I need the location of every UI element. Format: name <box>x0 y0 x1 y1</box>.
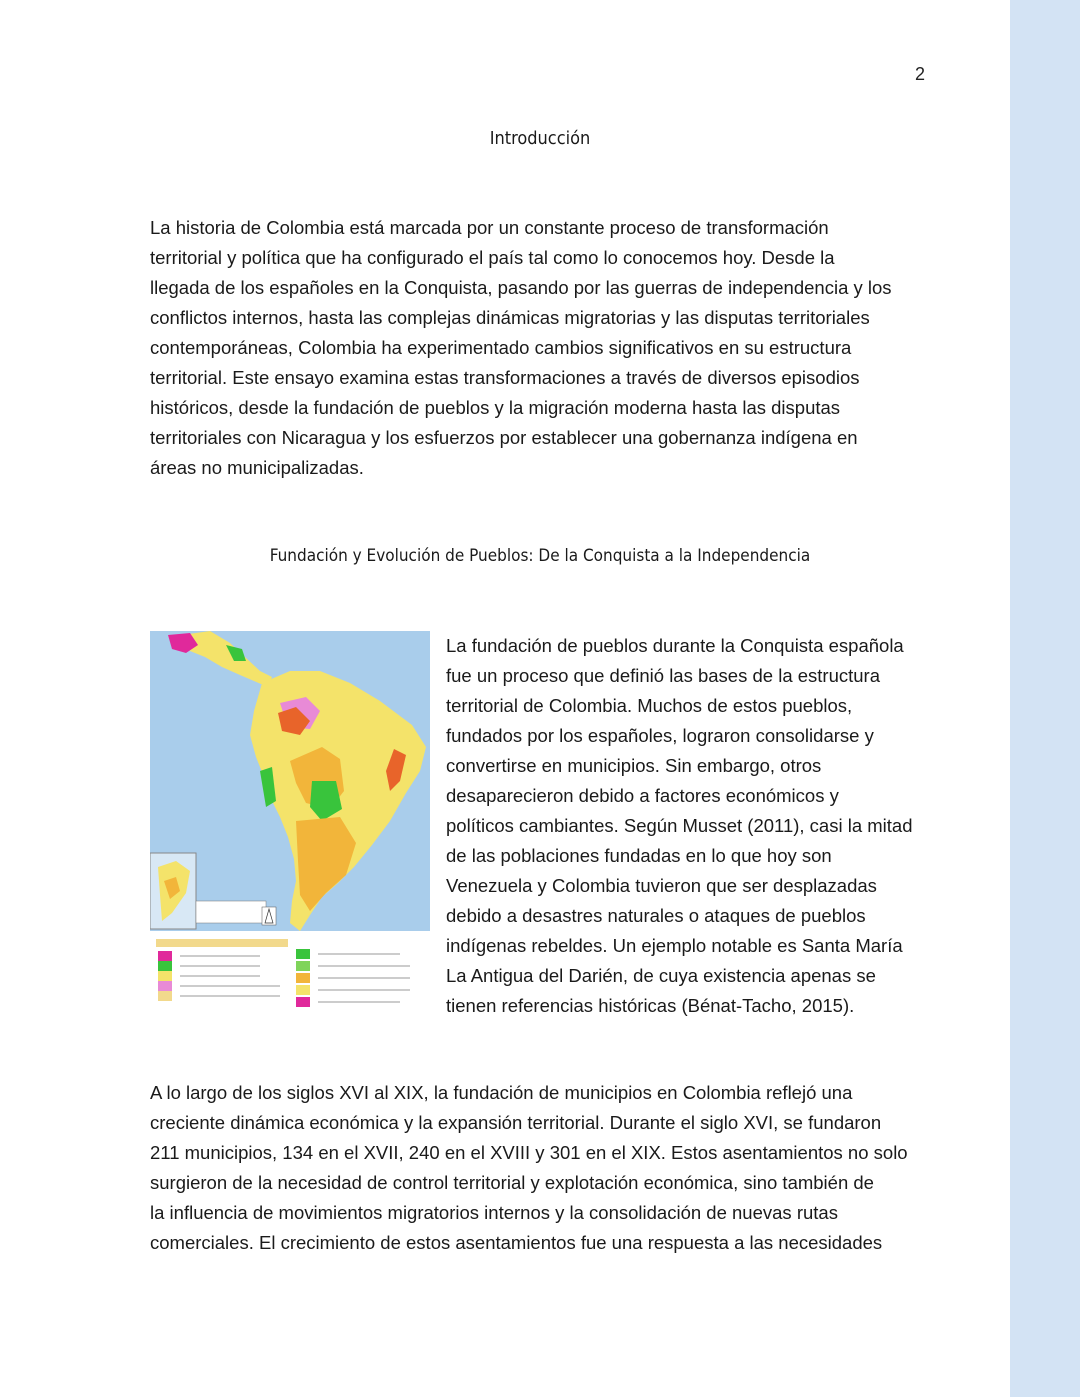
introduction-heading: Introducción <box>489 128 591 149</box>
text-line: debido a desastres naturales o ataques de pueblos <box>446 905 866 926</box>
map-key-swatch <box>158 951 172 961</box>
introduction-paragraph <box>150 213 920 483</box>
page-number: 2 <box>915 64 926 84</box>
text-line: La fundación de pueblos durante la Conquista española <box>446 635 904 656</box>
map-key-swatch <box>296 973 310 983</box>
text-line: A lo largo de los siglos XVI al XIX, la fundación de municipios en Colombia reflejó una <box>150 1082 853 1103</box>
text-line: comerciales. El crecimiento de estos asentamientos fue una respuesta a las necesidades <box>150 1232 883 1253</box>
text-line: La historia de Colombia está marcada por un constante proceso de transformación <box>150 217 829 238</box>
text-line: áreas no municipalizadas. <box>150 457 364 478</box>
text-line: la influencia de movimientos migratorios internos y la consolidación de nuevas rutas <box>150 1202 838 1223</box>
text-line: 211 municipios, 134 en el XVII, 240 en el XVIII y 301 en el XIX. Estos asentamientos no solo <box>150 1142 908 1163</box>
map-legend-box <box>196 901 266 923</box>
map-key-swatch <box>296 997 310 1007</box>
text-line: históricos, desde la fundación de pueblos y la migración moderna hasta las disputas <box>150 397 841 418</box>
side-strip <box>1010 0 1080 1397</box>
map-key-swatch <box>296 985 310 995</box>
text-line: territorial. Este ensayo examina estas transformaciones a través de diversos episodios <box>150 367 860 388</box>
section-side-paragraph <box>446 631 936 1021</box>
text-line: fue un proceso que definió las bases de la estructura <box>446 665 881 686</box>
text-line: territoriales con Nicaragua y los esfuerzos por establecer una gobernanza indígena en <box>150 427 858 448</box>
text-line: fundados por los españoles, lograron consolidarse y <box>446 725 874 746</box>
text-line: convertirse en municipios. Sin embargo, otros <box>446 755 822 776</box>
map-key-swatch <box>158 991 172 1001</box>
text-line: desaparecieron debido a factores económicos y <box>446 785 839 806</box>
map-key-background <box>150 937 430 1011</box>
text-line: indígenas rebeldes. Un ejemplo notable es Santa María <box>446 935 903 956</box>
section-heading: Fundación y Evolución de Pueblos: De la Conquista a la Independencia <box>269 546 811 566</box>
text-line: creciente dinámica económica y la expansión territorial. Durante el siglo XVI, se fundaron <box>150 1112 882 1133</box>
text-line: políticos cambiantes. Según Musset (2011), casi la mitad <box>446 815 913 836</box>
text-line: de las poblaciones fundadas en lo que hoy son <box>446 845 832 866</box>
map-key-swatch <box>296 949 310 959</box>
text-line: territorial y política que ha configurado el país tal como lo conocemos hoy. Desde la <box>150 247 835 268</box>
map-key-swatch <box>158 971 172 981</box>
map-key-swatch <box>158 961 172 971</box>
map-key-header <box>156 939 288 947</box>
text-line: tienen referencias históricas (Bénat-Tacho, 2015). <box>446 995 855 1016</box>
map-key-swatch <box>158 981 172 991</box>
text-line: contemporáneas, Colombia ha experimentado cambios significativos en su estructura <box>150 337 852 358</box>
text-line: surgieron de la necesidad de control territorial y explotación económica, sino también de <box>150 1172 874 1193</box>
text-line: conflictos internos, hasta las complejas dinámicas migratorias y las disputas territoriales <box>150 307 870 328</box>
text-line: territorial de Colombia. Muchos de estos pueblos, <box>446 695 853 716</box>
text-line: llegada de los españoles en la Conquista, pasando por las guerras de independencia y los <box>150 277 892 298</box>
text-line: La Antigua del Darién, de cuya existencia apenas se <box>446 965 876 986</box>
south-america-map-figure <box>150 631 430 1011</box>
section-body-paragraph <box>150 1078 940 1258</box>
map-illustration <box>150 631 430 1011</box>
map-key-swatch <box>296 961 310 971</box>
text-line: Venezuela y Colombia tuvieron que ser desplazadas <box>446 875 877 896</box>
